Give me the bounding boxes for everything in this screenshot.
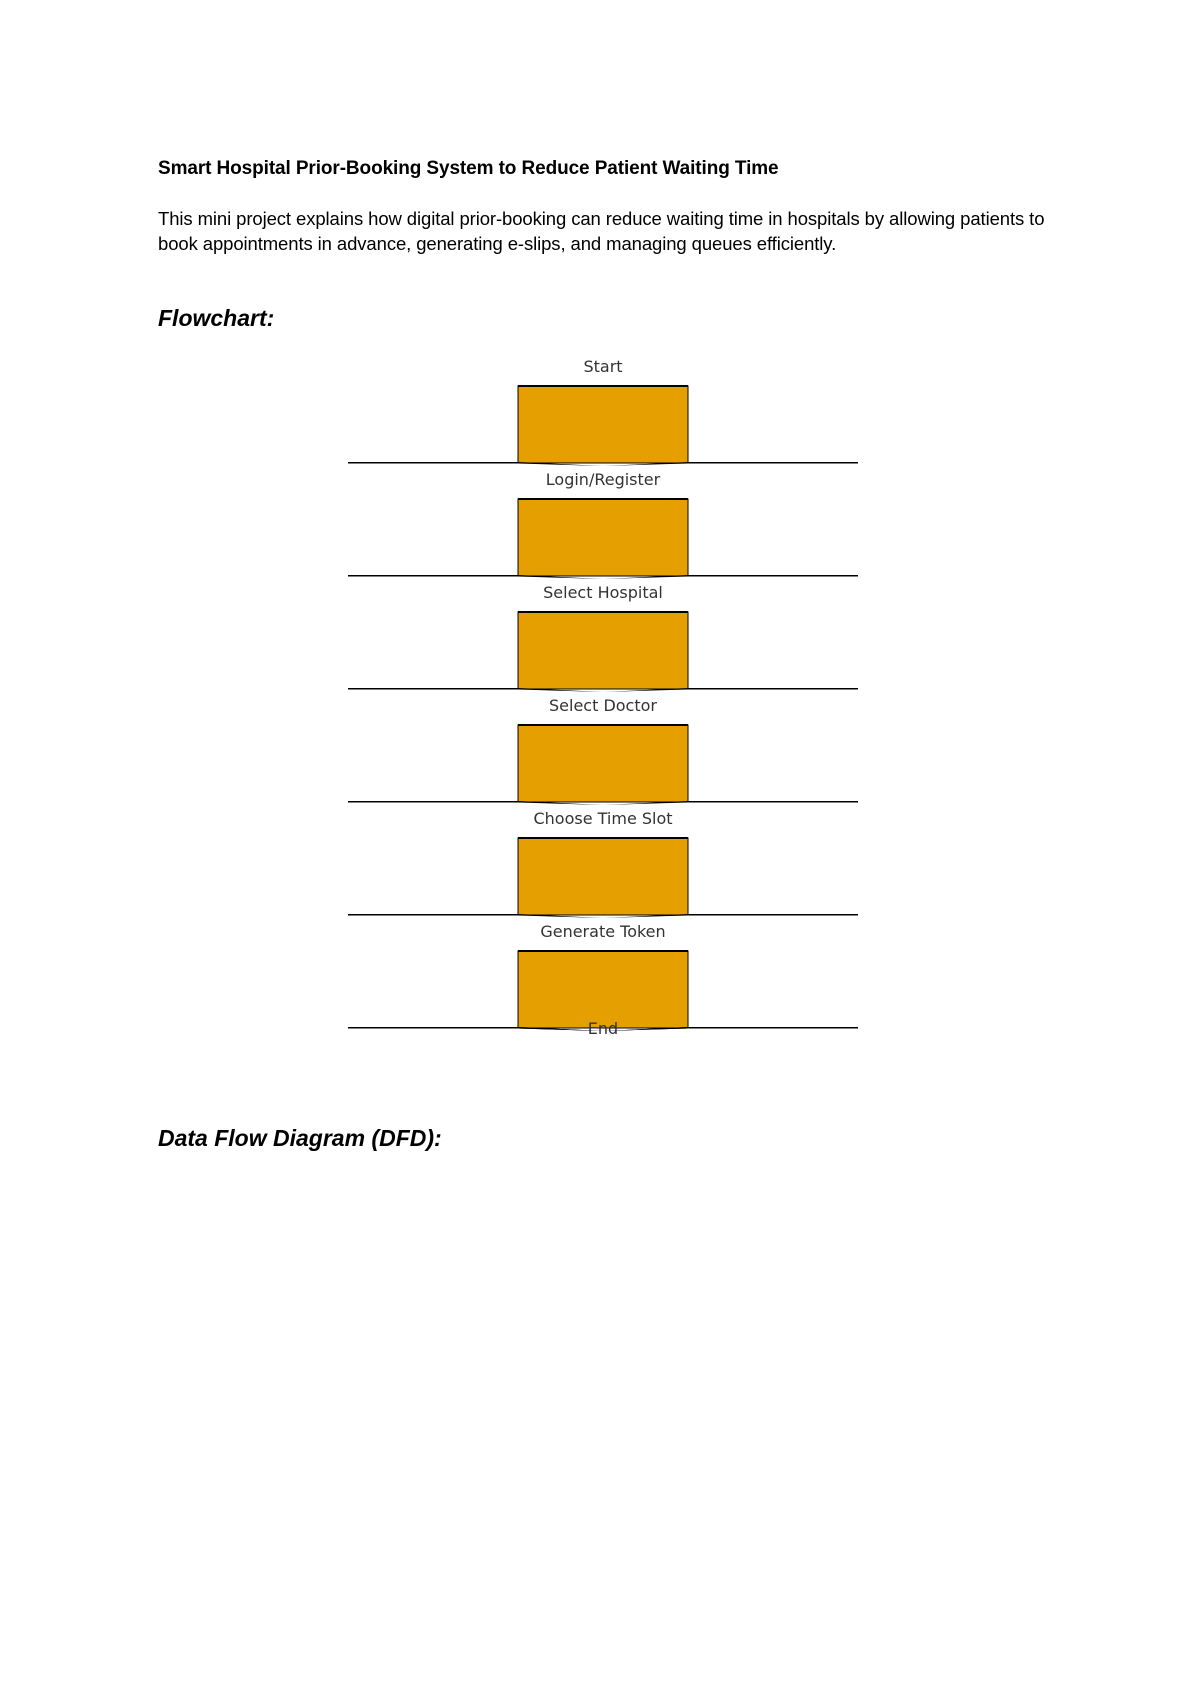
flowchart-heading: Flowchart: [158, 305, 275, 331]
document-title: Smart Hospital Prior-Booking System to Reduce Patient Waiting Time [158, 158, 779, 179]
step-box [518, 951, 688, 1028]
step-box [518, 499, 688, 576]
flowchart-step [348, 583, 858, 692]
intro-paragraph: This mini project explains how digital prior-booking can reduce waiting time in hospitals by allowing patients to book appointments in advance, generating e-slips, and managing queues efficiently. [158, 208, 1045, 254]
step-label: Select Hospital [543, 583, 663, 602]
flowchart-step [348, 809, 858, 918]
step-label: Choose Time Slot [533, 809, 673, 828]
step-box [518, 838, 688, 915]
step-box [518, 725, 688, 802]
flowchart-step [348, 922, 858, 1031]
step-label: Select Doctor [549, 696, 657, 715]
dfd-heading: Data Flow Diagram (DFD): [158, 1125, 442, 1151]
step-label: Generate Token [540, 922, 666, 941]
step-box [518, 612, 688, 689]
step-label-end: End [587, 1019, 619, 1038]
step-label: Start [583, 357, 623, 376]
flowchart-step [348, 470, 858, 579]
step-box [518, 386, 688, 463]
flowchart-step [348, 357, 858, 466]
step-label: Login/Register [545, 470, 661, 489]
flowchart-step [348, 696, 858, 805]
